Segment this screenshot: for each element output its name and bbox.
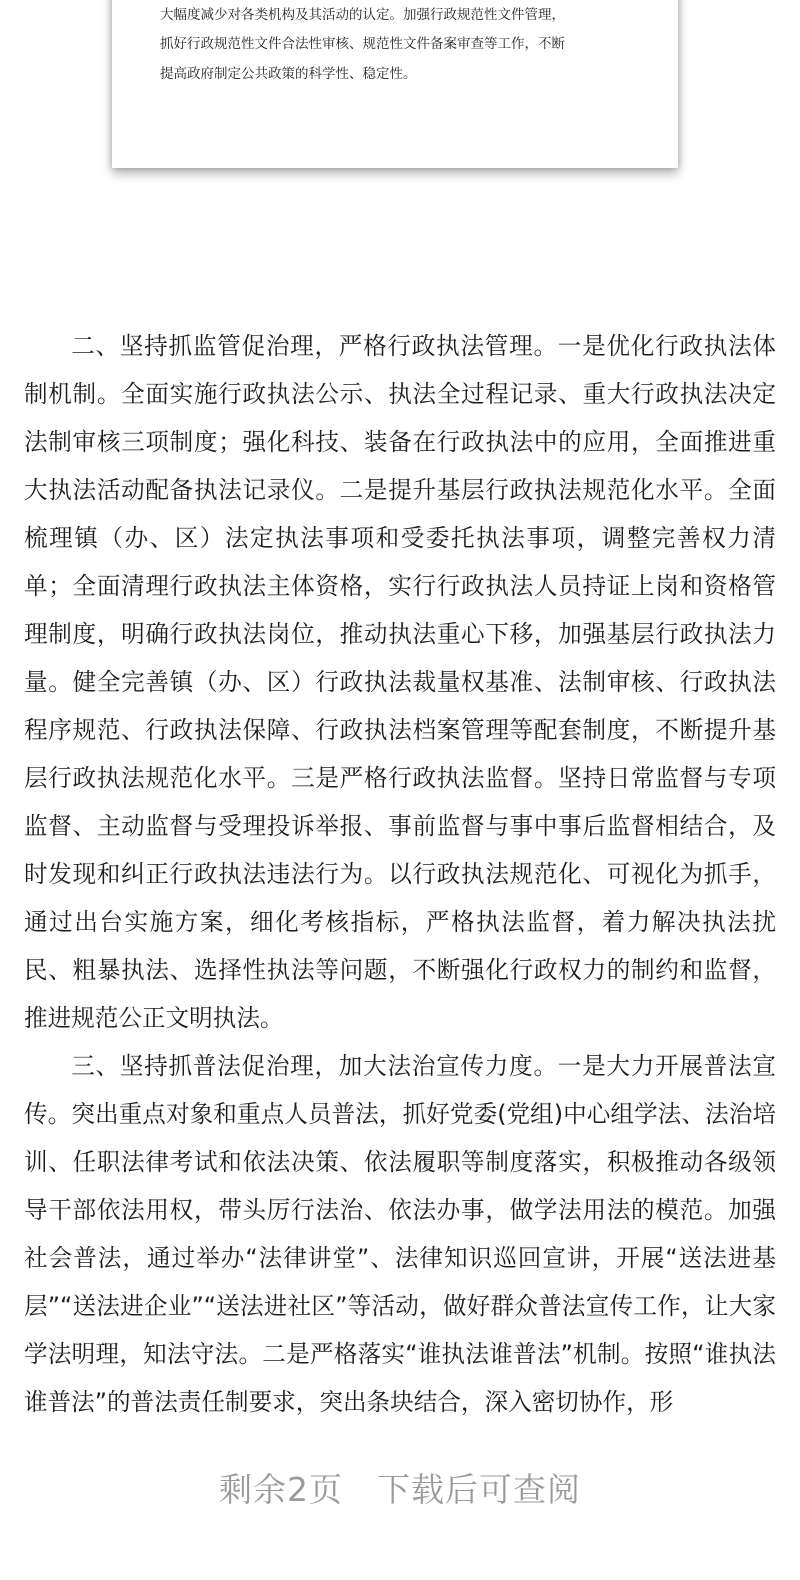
preview-text-line: 大幅度减少对各类机构及其活动的认定。加强行政规范性文件管理，	[160, 7, 565, 23]
document-body	[24, 322, 776, 1426]
document-preview-card	[112, 0, 678, 168]
paragraph-legal-publicity: 三、坚持抓普法促治理，加大法治宣传力度。一是大力开展普法宣传。突出重点对象和重点人员普法，抓好党委(党组)中心组学法、法治培训、任职法律考试和依法决策、依法履职等制度落实，积极推动各级领导干部依法用权，带头厉行法治、依法办事，做学法用法的模范。加强社会普法，通过举办“法律讲堂”、法律知识巡回宣讲，开展“送法进基层”“送法进企业”“送法进社区”等活动，做好群众普法宣传工作，让大家学法明理，知法守法。二是严格落实“谁执法谁普法”机制。按照“谁执法谁普法”的普法责任制要求，突出条块结合，深入密切协作，形	[24, 1052, 776, 1416]
preview-text-line: 抓好行政规范性文件合法性审核、规范性文件备案审查等工作，不断	[160, 36, 565, 52]
paragraph-enforcement: 二、坚持抓监管促治理，严格行政执法管理。一是优化行政执法体制机制。全面实施行政执法公示、执法全过程记录、重大行政执法决定法制审核三项制度；强化科技、装备在行政执法中的应用，全面推进重大执法活动配备执法记录仪。二是提升基层行政执法规范化水平。全面梳理镇（办、区）法定执法事项和受委托执法事项，调整完善权力清单；全面清理行政执法主体资格，实行行政执法人员持证上岗和资格管理制度，明确行政执法岗位，推动执法重心下移，加强基层行政执法力量。健全完善镇（办、区）行政执法裁量权基准、法制审核、行政执法程序规范、行政执法保障、行政执法档案管理等配套制度，不断提升基层行政执法规范化水平。三是严格行政执法监督。坚持日常监督与专项监督、主动监督与受理投诉举报、事前监督与事中事后监督相结合，及时发现和纠正行政执法违法行为。以行政执法规范化、可视化为抓手，通过出台实施方案，细化考核指标，严格执法监督，着力解决执法扰民、粗暴执法、选择性执法等问题，不断强化行政权力的制约和监督，推进规范公正文明执法。	[24, 332, 776, 1032]
preview-text-line: 提高政府制定公共政策的科学性、稳定性。	[160, 66, 417, 82]
download-prompt[interactable]	[0, 1468, 800, 1512]
remaining-pages-text: 剩余2页	[219, 1470, 343, 1509]
download-to-view-text[interactable]: 下载后可查阅	[377, 1470, 581, 1509]
